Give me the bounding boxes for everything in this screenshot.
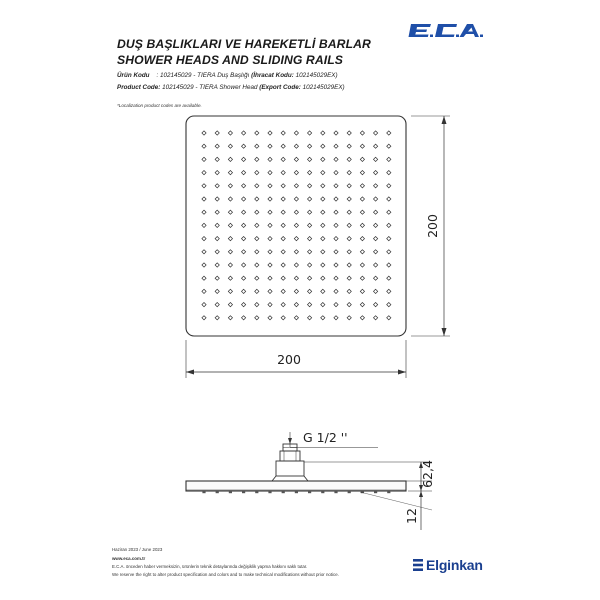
nozzle (294, 144, 298, 148)
nozzle (281, 263, 285, 267)
side-nozzle-row (202, 491, 390, 493)
nozzle (255, 157, 259, 161)
nozzle (242, 223, 246, 227)
nozzle (294, 210, 298, 214)
nozzle (387, 171, 391, 175)
export-code-tr-value: 102145029EX) (295, 72, 338, 79)
nozzle (360, 263, 364, 267)
nozzle (242, 210, 246, 214)
nozzle (294, 263, 298, 267)
nozzle (321, 144, 325, 148)
nozzle (255, 223, 259, 227)
nozzle (374, 157, 378, 161)
nozzle (374, 303, 378, 307)
nozzle (308, 223, 312, 227)
nozzle (281, 223, 285, 227)
nozzle (281, 237, 285, 241)
nozzle (308, 171, 312, 175)
nozzle (281, 197, 285, 201)
nozzle (242, 303, 246, 307)
nozzle (215, 157, 219, 161)
nozzle (215, 303, 219, 307)
nozzle (268, 171, 272, 175)
thread-label: G 1/2 '' (303, 430, 348, 445)
nozzle (321, 316, 325, 320)
nozzle (242, 171, 246, 175)
nozzle (308, 131, 312, 135)
nozzle (374, 210, 378, 214)
nozzle (215, 316, 219, 320)
nozzle (202, 263, 206, 267)
height-label: 200 (425, 214, 440, 238)
thickness-label: 12 (404, 508, 419, 524)
product-code-en-value: 102145029 - TIERA Shower Head (162, 84, 258, 91)
nozzle (321, 131, 325, 135)
nozzle (360, 237, 364, 241)
nozzle (374, 223, 378, 227)
nozzle (360, 289, 364, 293)
nozzle (228, 197, 232, 201)
nozzle (228, 316, 232, 320)
nozzle (268, 276, 272, 280)
nozzle (374, 250, 378, 254)
nozzle (228, 171, 232, 175)
nozzle (347, 316, 351, 320)
nozzle (228, 184, 232, 188)
nozzle (374, 197, 378, 201)
side-nozzle (295, 491, 298, 493)
nozzle (215, 210, 219, 214)
nozzle (215, 250, 219, 254)
nozzle (321, 197, 325, 201)
nozzle (360, 131, 364, 135)
nozzle (294, 289, 298, 293)
nozzle (321, 223, 325, 227)
nozzle (334, 144, 338, 148)
nozzle (242, 263, 246, 267)
nozzle (268, 210, 272, 214)
nozzle (268, 303, 272, 307)
nozzle (347, 289, 351, 293)
nozzle (387, 223, 391, 227)
nozzle (360, 316, 364, 320)
nozzle (334, 171, 338, 175)
nozzle (215, 197, 219, 201)
side-nozzle (334, 491, 337, 493)
nozzle (308, 144, 312, 148)
nozzle (387, 303, 391, 307)
nozzle (294, 237, 298, 241)
nozzle (387, 157, 391, 161)
nozzle (202, 184, 206, 188)
nozzle (360, 184, 364, 188)
side-nozzle (242, 491, 245, 493)
nozzle (347, 131, 351, 135)
nozzle (374, 276, 378, 280)
nozzle (215, 289, 219, 293)
title-english: SHOWER HEADS AND SLIDING RAILS (117, 53, 343, 67)
nozzle (387, 144, 391, 148)
nozzle (347, 276, 351, 280)
export-code-en-value: 102145029EX) (302, 84, 345, 91)
nozzle (268, 250, 272, 254)
nozzle (321, 276, 325, 280)
nozzle (360, 250, 364, 254)
nozzle (281, 210, 285, 214)
nozzle (242, 131, 246, 135)
product-code-en-label: Product Code: (117, 84, 161, 91)
nozzle (242, 276, 246, 280)
nozzle (255, 197, 259, 201)
nozzle (334, 316, 338, 320)
side-view (186, 430, 435, 530)
nozzle (294, 276, 298, 280)
nozzle (281, 144, 285, 148)
nozzle (334, 223, 338, 227)
nozzle (281, 289, 285, 293)
nozzle (360, 276, 364, 280)
nozzle (255, 237, 259, 241)
nozzle (242, 157, 246, 161)
width-label: 200 (277, 352, 301, 367)
nozzle (268, 184, 272, 188)
nozzle (242, 250, 246, 254)
nozzle (360, 210, 364, 214)
nozzle (347, 144, 351, 148)
nozzle (255, 144, 259, 148)
nozzle (255, 276, 259, 280)
side-nozzle (308, 491, 311, 493)
nozzle (242, 144, 246, 148)
nozzle (294, 157, 298, 161)
nozzle (215, 144, 219, 148)
nozzle (228, 131, 232, 135)
nozzle (294, 316, 298, 320)
side-nozzle (348, 491, 351, 493)
nozzle (215, 237, 219, 241)
nozzle (202, 131, 206, 135)
nozzle (347, 237, 351, 241)
nozzle (281, 131, 285, 135)
nozzle (255, 131, 259, 135)
nozzle (334, 250, 338, 254)
nozzle (242, 316, 246, 320)
nozzle (294, 131, 298, 135)
nozzle (228, 276, 232, 280)
nozzle (321, 289, 325, 293)
nozzle (242, 184, 246, 188)
nozzle (202, 171, 206, 175)
nozzle (294, 184, 298, 188)
nozzle (387, 184, 391, 188)
side-nozzle (268, 491, 271, 493)
nozzle (387, 289, 391, 293)
nozzle (268, 289, 272, 293)
nozzle (202, 210, 206, 214)
nozzle (294, 250, 298, 254)
nozzle (202, 276, 206, 280)
side-nozzle (255, 491, 258, 493)
nozzle (321, 263, 325, 267)
nozzle (321, 171, 325, 175)
nozzle (255, 171, 259, 175)
nozzle (347, 263, 351, 267)
title-turkish: DUŞ BAŞLIKLARI VE HAREKETLİ BARLAR (117, 37, 371, 51)
nozzle (202, 144, 206, 148)
product-code-tr-label: Ürün Kodu (117, 72, 150, 79)
nozzle (308, 276, 312, 280)
nozzle (268, 223, 272, 227)
nozzle (242, 289, 246, 293)
nozzle (321, 237, 325, 241)
nozzle (334, 210, 338, 214)
nozzle (255, 210, 259, 214)
side-nozzle (282, 491, 285, 493)
elginkan-logo (413, 556, 483, 574)
height-62-label: 62,4 (420, 460, 435, 488)
nozzle (308, 316, 312, 320)
nozzle (215, 276, 219, 280)
nozzle (374, 237, 378, 241)
nozzle (308, 184, 312, 188)
nozzle-grid (202, 131, 391, 320)
nozzle (347, 184, 351, 188)
nozzle (347, 197, 351, 201)
nozzle (255, 303, 259, 307)
nozzle (308, 197, 312, 201)
nozzle (215, 171, 219, 175)
side-nozzle (321, 491, 324, 493)
nozzle (387, 131, 391, 135)
nozzle (387, 250, 391, 254)
nozzle (242, 237, 246, 241)
nozzle (334, 263, 338, 267)
product-code-tr-value: : 102145029 - TIERA Duş Başlığı (156, 72, 250, 79)
side-nozzle (387, 491, 390, 493)
side-nozzle (374, 491, 377, 493)
nozzle (228, 303, 232, 307)
nozzle (308, 157, 312, 161)
nozzle (255, 184, 259, 188)
nozzle (228, 157, 232, 161)
nozzle (374, 289, 378, 293)
nozzle (255, 316, 259, 320)
nozzle (321, 184, 325, 188)
nozzle (228, 263, 232, 267)
nozzle (294, 303, 298, 307)
nozzle (215, 184, 219, 188)
nozzle (281, 184, 285, 188)
nozzle (387, 197, 391, 201)
height-dimension (411, 116, 450, 336)
elginkan-wordmark: Elginkan (426, 557, 483, 573)
nozzle (294, 171, 298, 175)
nozzle (308, 303, 312, 307)
nozzle (347, 171, 351, 175)
nozzle (255, 289, 259, 293)
nozzle (360, 223, 364, 227)
nozzle (202, 250, 206, 254)
nozzle (374, 316, 378, 320)
nozzle (268, 157, 272, 161)
nozzle (347, 223, 351, 227)
nozzle (268, 131, 272, 135)
nozzle (360, 303, 364, 307)
export-code-en-label: (Export Code: (259, 84, 301, 91)
width-dimension (186, 340, 406, 378)
nozzle (321, 250, 325, 254)
nozzle (347, 250, 351, 254)
nozzle (202, 237, 206, 241)
nozzle (374, 131, 378, 135)
nozzle (268, 263, 272, 267)
nozzle (387, 276, 391, 280)
nozzle (202, 303, 206, 307)
nozzle (215, 263, 219, 267)
nozzle (228, 144, 232, 148)
nozzle (387, 263, 391, 267)
side-nozzle (229, 491, 232, 493)
nozzle (228, 237, 232, 241)
nozzle (308, 263, 312, 267)
nozzle (202, 289, 206, 293)
nozzle (334, 237, 338, 241)
nozzle (268, 197, 272, 201)
side-nozzle (202, 491, 205, 493)
nozzle (228, 210, 232, 214)
nozzle (387, 210, 391, 214)
side-nozzle (216, 491, 219, 493)
nozzle (281, 250, 285, 254)
nozzle (268, 237, 272, 241)
nozzle (268, 316, 272, 320)
nozzle (228, 250, 232, 254)
nozzle (255, 250, 259, 254)
nozzle (281, 303, 285, 307)
side-plate-outline (186, 481, 406, 491)
nozzle (387, 316, 391, 320)
nozzle (321, 303, 325, 307)
export-code-tr-label: (İhracat Kodu: (251, 72, 294, 79)
nozzle (334, 131, 338, 135)
nozzle (202, 157, 206, 161)
nozzle (281, 171, 285, 175)
nozzle (334, 184, 338, 188)
nozzle (347, 303, 351, 307)
localization-note: *Localization product codes are available. (117, 103, 202, 108)
nozzle (308, 237, 312, 241)
nozzle (202, 316, 206, 320)
nozzle (360, 157, 364, 161)
nozzle (374, 263, 378, 267)
nozzle (360, 144, 364, 148)
nozzle (202, 223, 206, 227)
nozzle (360, 171, 364, 175)
nozzle (281, 316, 285, 320)
footer-website: www.eca.com.tr (112, 556, 146, 561)
nozzle (281, 157, 285, 161)
nozzle (308, 289, 312, 293)
nozzle (347, 210, 351, 214)
nozzle (294, 197, 298, 201)
nozzle (387, 237, 391, 241)
nozzle (334, 197, 338, 201)
nozzle (308, 250, 312, 254)
footer-notice-tr: E.C.A. önceden haber vermeksizin, ürünlerin teknik detaylarında değişiklik yapma hakkını saklı tutar. (112, 564, 308, 569)
nozzle (255, 263, 259, 267)
nozzle (242, 197, 246, 201)
nozzle (294, 223, 298, 227)
nozzle (334, 289, 338, 293)
nozzle (360, 197, 364, 201)
footer-notice-en: We reserve the right to alter product specification and colors and to make technical modifications without prior notice. (112, 572, 339, 577)
nozzle (347, 157, 351, 161)
nozzle (334, 303, 338, 307)
nozzle (228, 223, 232, 227)
footer-date: Haziran 2023 / June 2023 (112, 547, 163, 552)
nozzle (374, 144, 378, 148)
nozzle (268, 144, 272, 148)
nozzle (321, 210, 325, 214)
nozzle (215, 131, 219, 135)
nozzle (202, 197, 206, 201)
nozzle (215, 223, 219, 227)
nozzle (334, 157, 338, 161)
nozzle (374, 171, 378, 175)
nozzle (334, 276, 338, 280)
elginkan-mark-icon (413, 559, 423, 571)
nozzle (228, 289, 232, 293)
nozzle (308, 210, 312, 214)
nozzle (281, 276, 285, 280)
nozzle (321, 157, 325, 161)
nozzle (374, 184, 378, 188)
